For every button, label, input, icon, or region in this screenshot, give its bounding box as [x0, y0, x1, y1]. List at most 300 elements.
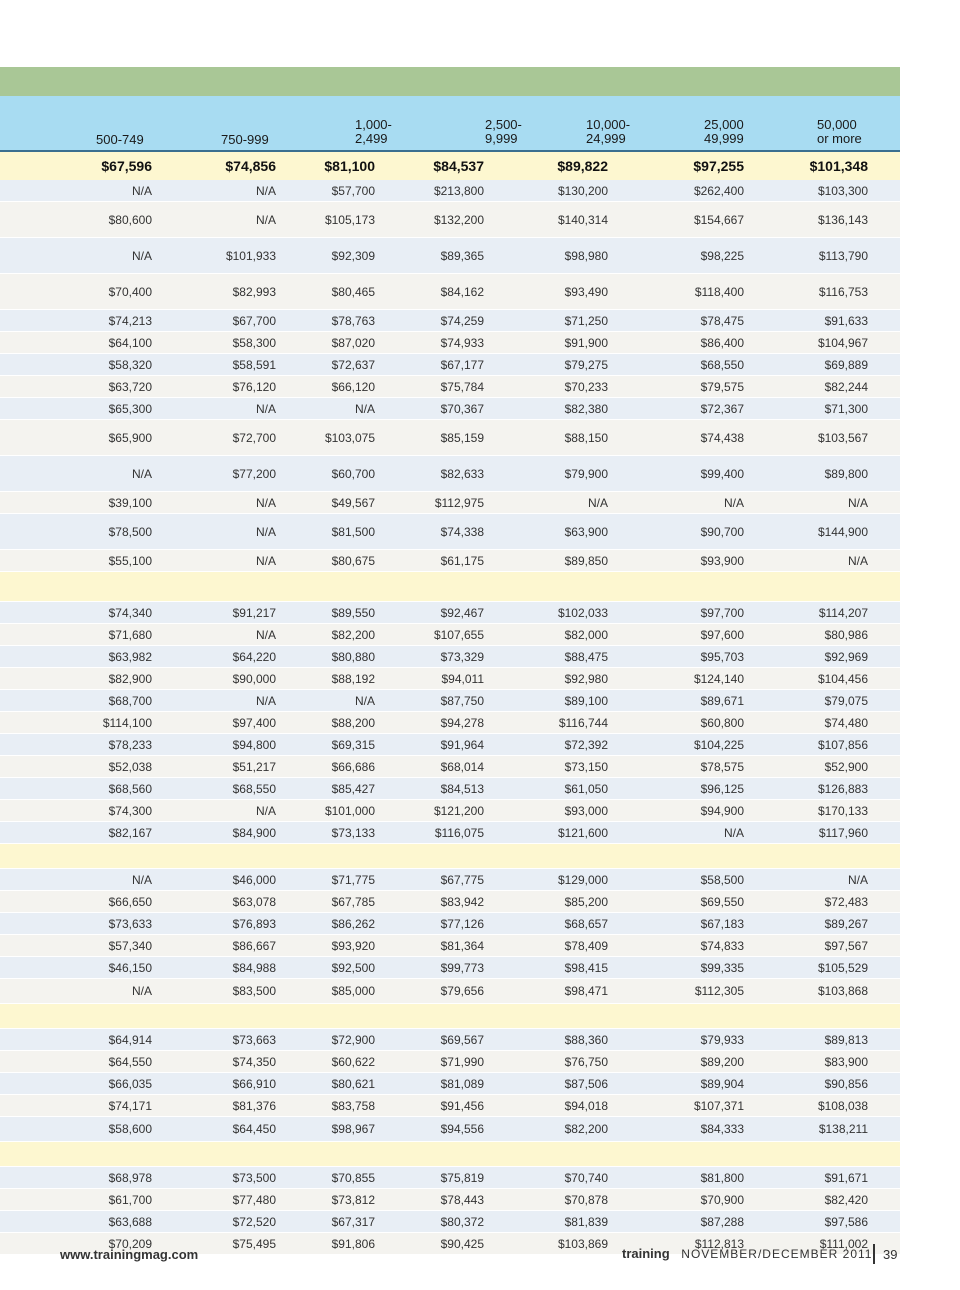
table-cell: $144,900: [817, 524, 868, 539]
table-cell: $84,513: [440, 781, 484, 796]
table-cell: $82,993: [232, 284, 276, 299]
table-cell: $74,438: [700, 430, 744, 445]
table-row: [0, 514, 900, 550]
table-cell: $52,038: [108, 759, 152, 774]
table-cell: $81,839: [564, 1214, 608, 1229]
table-cell: $70,367: [440, 401, 484, 416]
table-cell: $94,556: [440, 1122, 484, 1136]
table-cell: $98,967: [331, 1122, 375, 1136]
table-cell: $75,495: [232, 1236, 276, 1251]
table-cell: $77,126: [440, 916, 484, 931]
top-color-band: [0, 67, 900, 96]
table-row: [0, 1029, 900, 1051]
table-row: [0, 935, 900, 957]
table-cell: $124,140: [693, 671, 744, 686]
table-cell: $61,175: [440, 553, 484, 568]
table-cell: $87,020: [331, 335, 375, 350]
table-cell: $96,125: [700, 781, 744, 796]
table-cell: $88,192: [331, 671, 375, 686]
table-cell: $80,372: [440, 1214, 484, 1229]
table-cell: $90,425: [440, 1236, 484, 1251]
table-cell: $58,320: [108, 357, 152, 372]
table-cell: $80,880: [331, 649, 375, 664]
table-cell: $76,893: [232, 916, 276, 931]
table-cell: N/A: [847, 495, 868, 510]
table-cell: $80,465: [331, 284, 375, 299]
table-row: [0, 456, 900, 492]
table-cell: $60,622: [331, 1054, 375, 1069]
table-cell: $73,133: [331, 825, 375, 840]
table-cell: $89,550: [331, 605, 375, 620]
table-cell: $79,075: [824, 693, 868, 708]
table-cell: $91,806: [331, 1236, 375, 1251]
table-cell: $101,933: [225, 248, 276, 263]
table-cell: $91,671: [824, 1170, 868, 1185]
table-row: [0, 1211, 900, 1233]
table-cell: $92,980: [564, 671, 608, 686]
table-row: [0, 420, 900, 456]
table-cell: $67,785: [331, 894, 375, 909]
table-cell: $92,500: [331, 960, 375, 975]
column-header-line: 9,999: [485, 131, 518, 146]
table-cell: $83,758: [331, 1098, 375, 1113]
table-cell: $75,784: [440, 379, 484, 394]
average-salary-cell: $84,537: [433, 158, 484, 174]
table-cell: N/A: [255, 524, 276, 539]
table-cell: $73,150: [564, 759, 608, 774]
footer-divider: [873, 1244, 875, 1264]
table-cell: $88,150: [564, 430, 608, 445]
column-header: [355, 118, 465, 146]
table-row: [0, 646, 900, 668]
table-cell: $58,600: [108, 1122, 152, 1136]
table-cell: $74,259: [440, 313, 484, 328]
table-cell: $80,986: [824, 627, 868, 642]
table-cell: $61,050: [564, 781, 608, 796]
table-cell: N/A: [255, 212, 276, 227]
table-row: [0, 202, 900, 238]
table-cell: $98,415: [564, 960, 608, 975]
table-cell: $68,700: [108, 693, 152, 708]
table-cell: $104,225: [693, 737, 744, 752]
table-cell: $76,120: [232, 379, 276, 394]
table-cell: $72,637: [331, 357, 375, 372]
table-cell: $81,800: [700, 1170, 744, 1185]
table-cell: N/A: [131, 466, 152, 481]
table-cell: $72,367: [700, 401, 744, 416]
table-cell: $87,750: [440, 693, 484, 708]
table-cell: $73,500: [232, 1170, 276, 1185]
table-cell: $70,878: [564, 1192, 608, 1207]
table-cell: $63,078: [232, 894, 276, 909]
table-cell: $140,314: [557, 212, 608, 227]
table-cell: N/A: [255, 627, 276, 642]
table-cell: $93,000: [564, 803, 608, 818]
table-cell: $95,703: [700, 649, 744, 664]
table-cell: N/A: [131, 183, 152, 198]
table-row: [0, 376, 900, 398]
table-cell: $89,365: [440, 248, 484, 263]
table-cell: $71,990: [440, 1054, 484, 1069]
table-cell: $64,550: [108, 1054, 152, 1069]
table-cell: $71,250: [564, 313, 608, 328]
table-cell: $129,000: [557, 872, 608, 887]
table-row: [0, 734, 900, 756]
table-cell: $74,338: [440, 524, 484, 539]
table-row: [0, 869, 900, 891]
table-cell: $107,655: [433, 627, 484, 642]
table-cell: $116,075: [434, 825, 484, 840]
table-cell: N/A: [131, 872, 152, 887]
table-cell: $78,233: [108, 737, 152, 752]
table-cell: $71,680: [108, 627, 152, 642]
table-cell: $89,200: [700, 1054, 744, 1069]
table-cell: $89,904: [700, 1076, 744, 1091]
table-cell: $114,100: [102, 715, 152, 730]
table-cell: $84,333: [700, 1122, 744, 1136]
table-cell: $86,262: [331, 916, 375, 931]
table-row: [0, 310, 900, 332]
table-cell: $114,207: [818, 605, 868, 620]
table-cell: N/A: [255, 401, 276, 416]
average-salary-cell: $74,856: [225, 158, 276, 174]
table-cell: N/A: [723, 825, 744, 840]
table-cell: $66,035: [108, 1076, 152, 1091]
table-cell: $68,550: [232, 781, 276, 796]
column-header: [586, 118, 696, 146]
table-cell: $94,018: [564, 1098, 608, 1113]
table-row: [0, 957, 900, 979]
table-cell: $97,586: [824, 1214, 868, 1229]
table-cell: $68,978: [108, 1170, 152, 1185]
table-cell: N/A: [255, 183, 276, 198]
table-cell: $85,000: [331, 984, 375, 998]
table-cell: $71,775: [331, 872, 375, 887]
table-cell: $69,889: [824, 357, 868, 372]
table-cell: $73,812: [331, 1192, 375, 1207]
table-cell: N/A: [587, 495, 608, 510]
salary-table: [0, 180, 900, 1255]
table-cell: $99,335: [700, 960, 744, 975]
table-cell: $84,162: [440, 284, 484, 299]
table-cell: $102,033: [557, 605, 608, 620]
table-cell: $73,633: [108, 916, 152, 931]
average-salary-cell: $97,255: [693, 158, 744, 174]
table-cell: $170,133: [817, 803, 868, 818]
table-cell: $112,305: [694, 984, 744, 998]
table-cell: $69,567: [440, 1032, 484, 1047]
table-cell: $78,409: [564, 938, 608, 953]
table-cell: $98,225: [700, 248, 744, 263]
table-row: [0, 1051, 900, 1073]
table-cell: $74,350: [232, 1054, 276, 1069]
table-cell: $63,688: [108, 1214, 152, 1229]
table-cell: $93,490: [564, 284, 608, 299]
table-cell: $81,364: [440, 938, 484, 953]
table-row: [0, 913, 900, 935]
table-cell: $79,275: [564, 357, 608, 372]
table-cell: $90,000: [232, 671, 276, 686]
table-row: [0, 1073, 900, 1095]
column-header: [221, 133, 331, 147]
table-cell: $81,376: [232, 1098, 276, 1113]
table-cell: $55,100: [108, 553, 152, 568]
table-row: [0, 238, 900, 274]
table-cell: $88,200: [331, 715, 375, 730]
website-url: www.trainingmag.com: [60, 1247, 199, 1262]
table-cell: $78,475: [700, 313, 744, 328]
table-cell: $83,900: [824, 1054, 868, 1069]
table-cell: $82,000: [564, 627, 608, 642]
table-cell: $93,920: [331, 938, 375, 953]
table-cell: $92,309: [331, 248, 375, 263]
table-row: [0, 602, 900, 624]
table-cell: $79,656: [440, 984, 484, 998]
table-cell: $74,171: [108, 1098, 152, 1113]
table-cell: $130,200: [557, 183, 608, 198]
table-cell: $91,900: [564, 335, 608, 350]
table-cell: $82,244: [824, 379, 868, 394]
average-salary-row: [0, 152, 900, 180]
table-cell: $117,960: [818, 825, 868, 840]
table-cell: $80,675: [331, 553, 375, 568]
table-cell: $65,300: [108, 401, 152, 416]
table-row: [0, 1167, 900, 1189]
table-cell: $112,975: [434, 495, 484, 510]
table-cell: $80,600: [108, 212, 152, 227]
table-cell: $89,267: [824, 916, 868, 931]
table-cell: $121,200: [433, 803, 484, 818]
table-cell: $72,900: [331, 1032, 375, 1047]
table-cell: $66,686: [331, 759, 375, 774]
table-cell: $57,700: [331, 183, 375, 198]
table-cell: $70,233: [564, 379, 608, 394]
table-cell: $89,813: [824, 1032, 868, 1047]
table-cell: $104,456: [817, 671, 868, 686]
table-cell: $63,900: [564, 524, 608, 539]
table-cell: $116,753: [818, 284, 868, 299]
table-cell: $81,500: [331, 524, 375, 539]
table-cell: $67,775: [440, 872, 484, 887]
table-cell: $103,075: [324, 430, 375, 445]
table-cell: $74,480: [824, 715, 868, 730]
issue-date: NOVEMBER/DECEMBER 2011: [681, 1247, 873, 1261]
table-cell: $49,567: [331, 495, 375, 510]
column-header-line: 50,000: [817, 117, 857, 132]
table-cell: $68,560: [108, 781, 152, 796]
table-cell: N/A: [255, 553, 276, 568]
table-cell: $94,011: [441, 671, 484, 686]
table-cell: $72,483: [824, 894, 868, 909]
table-cell: $86,400: [700, 335, 744, 350]
table-cell: N/A: [255, 693, 276, 708]
table-cell: $74,300: [108, 803, 152, 818]
table-cell: $61,700: [108, 1192, 152, 1207]
table-cell: $87,506: [564, 1076, 608, 1091]
publication-info: [622, 1246, 872, 1261]
table-cell: $66,120: [331, 379, 375, 394]
table-cell: $74,933: [440, 335, 484, 350]
table-cell: $58,500: [700, 872, 744, 887]
table-cell: $76,750: [564, 1054, 608, 1069]
table-cell: $98,471: [564, 984, 608, 998]
average-salary-cell: $89,822: [557, 158, 608, 174]
table-cell: $89,100: [564, 693, 608, 708]
table-cell: $70,740: [564, 1170, 608, 1185]
table-cell: $136,143: [817, 212, 868, 227]
column-header-line: 25,000: [704, 117, 744, 132]
table-cell: $67,317: [331, 1214, 375, 1229]
table-row: [0, 274, 900, 310]
table-row: [0, 624, 900, 646]
table-cell: N/A: [131, 984, 152, 998]
section-divider-row: [0, 1004, 900, 1029]
table-cell: $82,633: [440, 466, 484, 481]
table-cell: N/A: [723, 495, 744, 510]
table-cell: N/A: [255, 803, 276, 818]
table-row: [0, 712, 900, 734]
table-row: [0, 1189, 900, 1211]
table-cell: $88,360: [564, 1032, 608, 1047]
table-cell: $73,663: [232, 1032, 276, 1047]
table-cell: $84,988: [232, 960, 276, 975]
table-cell: $107,371: [693, 1098, 744, 1113]
table-cell: $77,480: [232, 1192, 276, 1207]
table-cell: $98,980: [564, 248, 608, 263]
table-cell: $104,967: [817, 335, 868, 350]
table-cell: $74,213: [108, 313, 152, 328]
table-cell: $92,969: [824, 649, 868, 664]
table-cell: $89,800: [824, 466, 868, 481]
table-cell: N/A: [847, 872, 868, 887]
table-cell: $89,850: [564, 553, 608, 568]
table-cell: $46,000: [232, 872, 276, 887]
table-cell: $99,400: [700, 466, 744, 481]
table-row: [0, 332, 900, 354]
table-cell: $69,315: [331, 737, 375, 752]
table-row: [0, 822, 900, 844]
table-cell: $70,400: [108, 284, 152, 299]
table-cell: $73,329: [440, 649, 484, 664]
table-cell: $75,819: [440, 1170, 484, 1185]
table-cell: $84,900: [232, 825, 276, 840]
table-cell: $70,855: [331, 1170, 375, 1185]
table-cell: $91,964: [440, 737, 484, 752]
table-cell: $58,300: [232, 335, 276, 350]
table-cell: $116,744: [558, 715, 608, 730]
table-cell: $64,100: [108, 335, 152, 350]
average-salary-cell: $81,100: [324, 158, 375, 174]
table-cell: $80,621: [331, 1076, 375, 1091]
table-cell: $154,667: [693, 212, 744, 227]
table-cell: $91,633: [824, 313, 868, 328]
table-cell: $262,400: [693, 183, 744, 198]
table-cell: $97,567: [824, 938, 868, 953]
table-cell: $112,813: [694, 1236, 744, 1251]
table-cell: $97,400: [232, 715, 276, 730]
table-cell: $78,575: [700, 759, 744, 774]
table-row: [0, 398, 900, 420]
table-cell: $126,883: [817, 781, 868, 796]
table-cell: $108,038: [817, 1098, 868, 1113]
table-cell: $72,700: [232, 430, 276, 445]
table-cell: N/A: [847, 553, 868, 568]
table-cell: $97,600: [700, 627, 744, 642]
column-header: [817, 118, 927, 146]
table-cell: $52,900: [824, 759, 868, 774]
column-header: [485, 118, 595, 146]
table-row: [0, 891, 900, 913]
table-cell: $39,100: [108, 495, 152, 510]
column-header-line: 2,500-: [485, 117, 522, 132]
table-cell: $89,671: [700, 693, 744, 708]
section-divider-row: [0, 1142, 900, 1167]
table-row: [0, 1117, 900, 1142]
table-cell: $65,900: [108, 430, 152, 445]
table-cell: $101,000: [324, 803, 375, 818]
table-row: [0, 778, 900, 800]
table-cell: $103,869: [557, 1236, 608, 1251]
table-cell: $121,600: [557, 825, 608, 840]
table-cell: $83,500: [232, 984, 276, 998]
column-header-line: 24,999: [586, 131, 626, 146]
table-cell: N/A: [354, 401, 375, 416]
table-cell: $94,800: [232, 737, 276, 752]
table-cell: $94,278: [440, 715, 484, 730]
table-cell: $85,159: [440, 430, 484, 445]
table-cell: $87,288: [700, 1214, 744, 1229]
table-cell: $57,340: [108, 938, 152, 953]
table-cell: $68,014: [440, 759, 484, 774]
table-cell: $68,550: [700, 357, 744, 372]
table-row: [0, 756, 900, 778]
table-cell: $79,575: [700, 379, 744, 394]
table-cell: $90,856: [824, 1076, 868, 1091]
table-cell: $71,300: [824, 401, 868, 416]
table-cell: $83,942: [440, 894, 484, 909]
column-header: [96, 133, 206, 147]
table-cell: $132,200: [433, 212, 484, 227]
table-cell: $74,340: [108, 605, 152, 620]
table-cell: N/A: [354, 693, 375, 708]
table-row: [0, 1095, 900, 1117]
table-cell: $51,217: [232, 759, 276, 774]
column-header: [704, 118, 814, 146]
table-cell: $72,520: [232, 1214, 276, 1229]
table-cell: $70,209: [108, 1236, 152, 1251]
table-cell: $79,933: [700, 1032, 744, 1047]
table-row: [0, 800, 900, 822]
table-cell: $74,833: [700, 938, 744, 953]
column-header-line: 500-749: [96, 132, 144, 147]
table-cell: $111,002: [819, 1236, 868, 1251]
table-cell: $67,177: [440, 357, 484, 372]
column-header-line: 49,999: [704, 131, 744, 146]
table-cell: $67,700: [232, 313, 276, 328]
table-cell: $138,211: [818, 1122, 868, 1136]
table-cell: $63,720: [108, 379, 152, 394]
table-cell: $64,450: [232, 1122, 276, 1136]
table-cell: $78,443: [440, 1192, 484, 1207]
page-number: 39: [883, 1247, 898, 1262]
table-cell: $63,982: [108, 649, 152, 664]
table-cell: $92,467: [440, 605, 484, 620]
table-cell: $107,856: [817, 737, 868, 752]
table-cell: $94,900: [700, 803, 744, 818]
table-cell: $82,167: [108, 825, 152, 840]
table-cell: N/A: [255, 495, 276, 510]
table-cell: $70,900: [700, 1192, 744, 1207]
